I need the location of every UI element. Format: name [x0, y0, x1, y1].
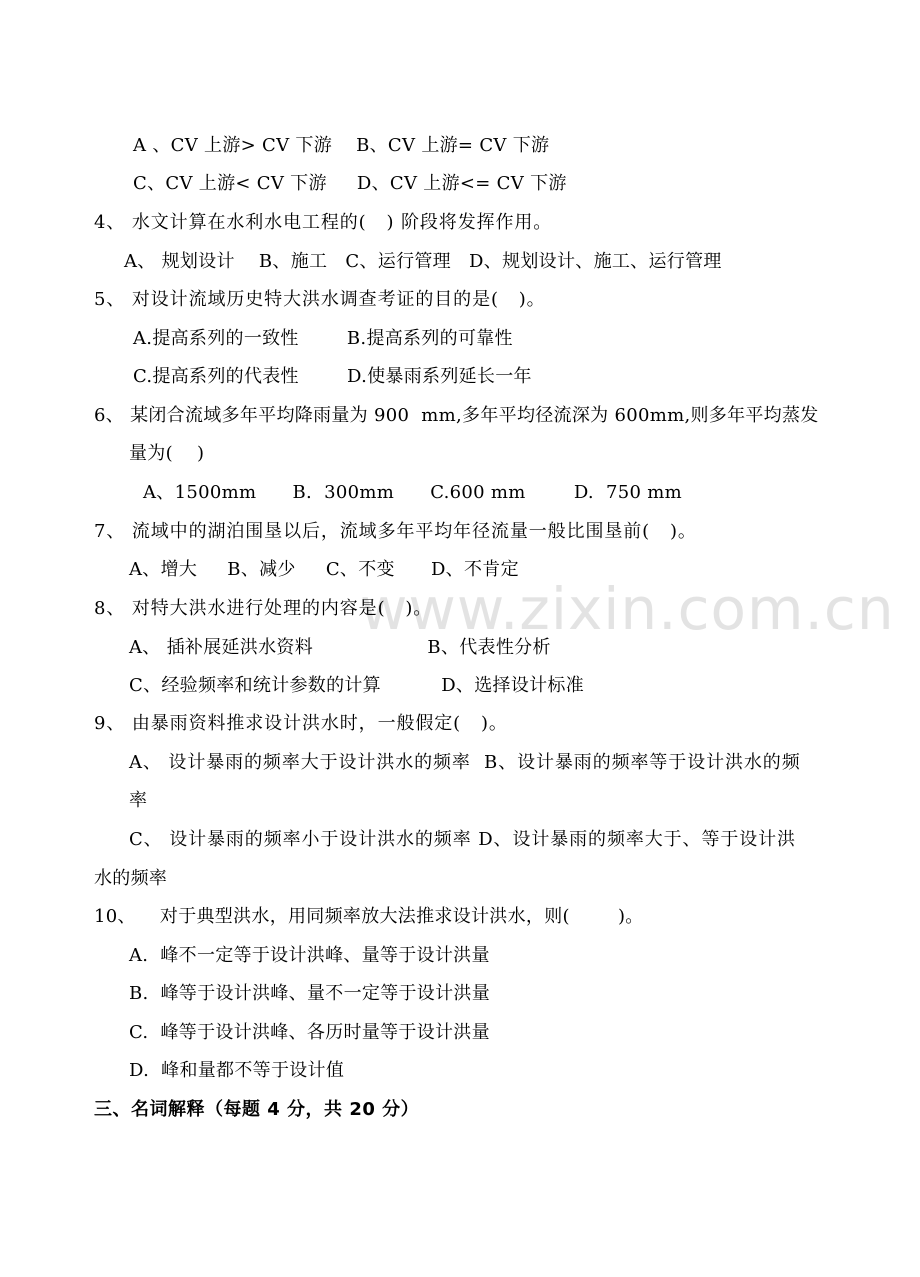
q3-options-ab: A 、CV 上游> CV 下游 B、CV 上游= CV 下游 [133, 135, 550, 156]
q10-option-d: D. 峰和量都不等于设计值 [129, 1060, 345, 1081]
q9-options-ab-line1: A、 设计暴雨的频率大于设计洪水的频率 B、设计暴雨的频率等于设计洪水的频 [129, 752, 801, 773]
q7-options: A、增大 B、减少 C、不变 D、不肯定 [129, 559, 519, 580]
q9-options-cd-line2: 水的频率 [94, 868, 168, 889]
q5-options-cd: C.提高系列的代表性 D.使暴雨系列延长一年 [133, 366, 532, 387]
watermark: www.zixin.com.cn [360, 575, 895, 643]
q6-options: A、1500mm B. 300mm C.600 mm D. 750 mm [143, 482, 683, 503]
q6-stem-line2: 量为( ) [129, 443, 205, 464]
q9-stem: 9、 由暴雨资料推求设计洪水时，一般假定( )。 [94, 713, 508, 734]
q10-option-a: A. 峰不一定等于设计洪峰、量等于设计洪量 [129, 945, 490, 966]
q9-options-ab-line2: 率 [129, 790, 148, 811]
q10-option-c: C. 峰等于设计洪峰、各历时量等于设计洪量 [129, 1022, 490, 1043]
section-heading: 三、名词解释（每题 4 分，共 20 分） [94, 1099, 420, 1120]
q6-stem-line1: 6、 某闭合流域多年平均降雨量为 900 mm,多年平均径流深为 600mm,则多年平均蒸发 [94, 405, 819, 426]
q4-options: A、 规划设计 B、施工 C、运行管理 D、规划设计、施工、运行管理 [124, 251, 722, 272]
q8-stem: 8、 对特大洪水进行处理的内容是( )。 [94, 598, 433, 619]
q10-stem: 10、 对于典型洪水，用同频率放大法推求设计洪水，则( )。 [94, 906, 644, 927]
q7-stem: 7、 流域中的湖泊围垦以后，流域多年平均年径流量一般比围垦前( )。 [94, 521, 697, 542]
q8-options-cd: C、经验频率和统计参数的计算 D、选择设计标准 [129, 675, 585, 696]
q10-option-b: B. 峰等于设计洪峰、量不一定等于设计洪量 [129, 983, 490, 1004]
q8-options-ab: A、 插补展延洪水资料 B、代表性分析 [129, 637, 551, 658]
q3-options-cd: C、CV 上游< CV 下游 D、CV 上游<= CV 下游 [133, 173, 567, 194]
q5-options-ab: A.提高系列的一致性 B.提高系列的可靠性 [133, 328, 513, 349]
q5-stem: 5、 对设计流域历史特大洪水调查考证的目的是( )。 [94, 289, 546, 310]
q4-stem: 4、 水文计算在水利水电工程的( ) 阶段将发挥作用。 [94, 212, 553, 233]
q9-options-cd-line1: C、 设计暴雨的频率小于设计洪水的频率 D、设计暴雨的频率大于、等于设计洪 [129, 829, 796, 850]
